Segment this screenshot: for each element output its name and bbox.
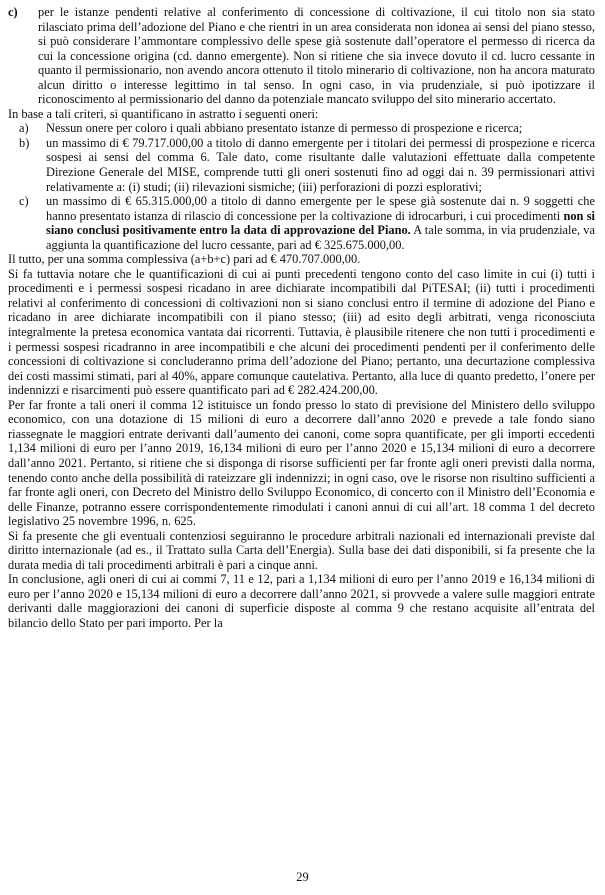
list-marker: a) — [19, 121, 29, 136]
paragraph-marker: c) — [8, 5, 18, 19]
list-item-text-start: un massimo di € 65.315.000,00 a titolo di danno emergente per le spese già sostenute dai n. 9 soggetti che hanno presentato istanza di rilascio di concessione per la coltivazione di idrocarburi, i cui procedimenti — [46, 194, 595, 223]
total-sum: Il tutto, per una somma complessiva (a+b+c) pari ad € 470.707.000,00. — [8, 252, 361, 267]
paragraph-limit-case: Si fa tuttavia notare che le quantificazioni di cui ai punti precedenti tengono conto del caso limite in cui (i) tutti i procedimenti e i permessi sospesi ricadano in aree dichiarate incompatibili dal PiTESAI; (ii) tutti i procedimenti relativi al conferimento di concessioni di coltivazioni non si siano conclusi entro il termine di adozione del Piano e ricadano in aree dichiarate incompatibili con il piano stesso; (iii) ad esito degli arbitrati, venga riconosciuta integralmente la pretesa economica vantata dai ricorrenti. Tuttavia, è plausibile ritenere che non tutti i procedimenti e i permessi sospesi ricadranno in aree incompatibili e che alcuni dei procedimenti pendenti per il conferimento delle concessioni di coltivazione si concluderanno prima dell’adozione del Piano; pertanto, una decurtazione complessiva dei costi massimi stimati, pari al 40%, appare comunque cautelativa. Pertanto, alla luce di quanto predetto, l’onere per indennizzi e risarcimenti può essere quantificato pari ad € 282.424.200,00. — [8, 266, 595, 398]
page-number: 29 — [296, 870, 309, 884]
list-item-text: un massimo di € 79.717.000,00 a titolo di danno emergente per i titolari dei permessi di prospezione e ricerca sospesi ai sensi del comma 6. Tale dato, come risultante dalle valutazioni effettuate dalla competente Direzione Generale del MISE, comprende tutti gli oneri sostenuti fino ad oggi dai n. 39 permissionari attivi relativamente a: (i) studi; (ii) rilevazioni sismiche; (iii) perforazioni di pozzi esplorativi; — [46, 135, 595, 194]
list-item-text-end: A tale somma, in via prudenziale, va aggiunta la quantificazione del lucro cessante, pari ad € 325.675.000,00. — [46, 223, 595, 252]
list-item-a — [19, 121, 595, 136]
paragraph-conclusion: In conclusione, agli oneri di cui ai commi 7, 11 e 12, pari a 1,134 milioni di euro per l’anno 2019 e 16,134 milioni di euro per l’anno 2020 e 15,134 milioni di euro a decorrere dall’anno 2021, si provvede a valere sulle maggiori entrate derivanti dalle maggiorazioni dei canoni di superficie disposte al comma 9 che restano acquisite all’entrata del bilancio dello Stato per pari importo. Per la — [8, 572, 595, 630]
criteria-intro: In base a tali criteri, si quantificano in astratto i seguenti oneri: — [8, 106, 319, 121]
bold-emphasis: non si siano conclusi positivamente entro la data di approvazione del Piano. — [46, 208, 595, 238]
list-marker: b) — [19, 135, 30, 150]
paragraph-arbitration: Si fa presente che gli eventuali contenziosi seguiranno le procedure arbitrali nazionali ed internazionali previste dal diritto internazionale (ad es., il Trattato sulla Carta dell’Energia). Sulla base dei dati disponibili, si fa presente che la durata media di tali procedimenti arbitrali è pari a cinque anni. — [8, 528, 595, 572]
list-item-text: Nessun onere per coloro i quali abbiano presentato istanze di permesso di prospezione e ricerca; — [46, 121, 523, 136]
paragraph-fund: Per far fronte a tali oneri il comma 12 istituisce un fondo presso lo stato di previsione del Ministero dello sviluppo economico, con una dotazione di 15 milioni di euro a decorrere dall’anno 2020 e prevede a tale fondo siano riassegnate le maggiori entrate derivanti dall’aumento dei canoni, come sopra quantificate, per gli importi eccedenti 1,134 milioni di euro per l’anno 2019, 16,134 milioni di euro per l’anno 2020 e 15,134 milioni di euro a decorrere dall’anno 2021. Pertanto, si ritiene che si disponga di risorse sufficienti per far fronte agli oneri previsti dalla norma, tenendo conto anche della possibilità di rateizzare gli indennizzi; in ogni caso, ove le risorse non risultino sufficienti a far fronte agli oneri, con Decreto del Ministro dello Sviluppo Economico, di concerto con il Ministro dell’Economia e delle Finanze, potranno essere corrispondentemente rimodulati i canoni annui di cui all’art. 18 comma 1 del decreto legislativo 25 novembre 1996, n. 625. — [8, 397, 595, 529]
list-item-b — [19, 136, 595, 194]
paragraph-c — [8, 5, 595, 107]
list-item-text — [46, 194, 595, 252]
paragraph-text: per le istanze pendenti relative al conferimento di concessione di coltivazione, il cui titolo non sia stato rilasciato prima dell’adozione del Piano e che rientri in un area considerata non idonea ai sensi del piano stesso, si può considerare l’ammontare complessivo delle spese già sostenute dall’operatore el permesso di ricerca da cui la concessione origina (cd. danno emergente). Non si ritiene che sia invece dovuto il cd. lucro cessante in quanto il permissionario, non avendo ancora ottenuto il titolo minerario di coltivazione, non ha ancora maturato alcun diritto o interesse legittimo in tal senso. In ogni caso, in via prudenziale, si può ipotizzare il riconoscimento al permissionario del danno da potenziale mancato sviluppo del sito minerario accertato. — [38, 5, 595, 107]
list-marker: c) — [19, 194, 29, 209]
list-item-c — [19, 194, 595, 252]
